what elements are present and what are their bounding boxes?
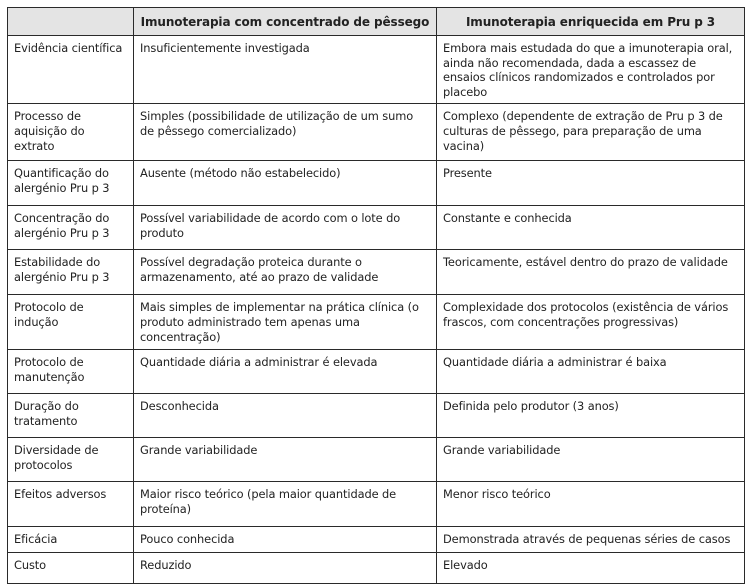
table-row [8,553,745,584]
header-row [8,8,745,36]
peach-concentrate-cell: Possível variabilidade de acordo com o lote do produto [134,206,437,250]
table-row [8,250,745,295]
peach-concentrate-cell: Pouco conhecida [134,527,437,553]
pru-p3-enriched-cell: Teoricamente, estável dentro do prazo de validade [437,250,745,295]
pru-p3-enriched-cell: Constante e conhecida [437,206,745,250]
table-row [8,206,745,250]
table-row [8,438,745,482]
criterion-cell: Processo de aquisição do extrato [8,104,134,161]
criterion-cell: Custo [8,553,134,584]
peach-concentrate-cell: Mais simples de implementar na prática clínica (o produto administrado tem apenas uma concentração) [134,295,437,350]
criterion-cell: Estabilidade do alergénio Pru p 3 [8,250,134,295]
header-peach-concentrate: Imunoterapia com concentrado de pêssego [134,8,437,36]
table-row [8,350,745,394]
pru-p3-enriched-cell: Presente [437,161,745,206]
criterion-cell: Evidência científica [8,36,134,104]
peach-concentrate-cell: Reduzido [134,553,437,584]
pru-p3-enriched-cell: Quantidade diária a administrar é baixa [437,350,745,394]
table-row [8,295,745,350]
peach-concentrate-cell: Ausente (método não estabelecido) [134,161,437,206]
pru-p3-enriched-cell: Elevado [437,553,745,584]
table-body [8,36,745,584]
peach-concentrate-cell: Insuficientemente investigada [134,36,437,104]
header-pru-p3-enriched: Imunoterapia enriquecida em Pru p 3 [437,8,745,36]
table-row [8,527,745,553]
criterion-cell: Eficácia [8,527,134,553]
criterion-cell: Concentração do alergénio Pru p 3 [8,206,134,250]
peach-concentrate-cell: Possível degradação proteica durante o armazenamento, até ao prazo de validade [134,250,437,295]
criterion-cell: Duração do tratamento [8,394,134,438]
pru-p3-enriched-cell: Embora mais estudada do que a imunoterapia oral, ainda não recomendada, dada a escassez de ensaios clínicos randomizados e controlados por placebo [437,36,745,104]
pru-p3-enriched-cell: Complexidade dos protocolos (existência de vários frascos, com concentrações progressivas) [437,295,745,350]
pru-p3-enriched-cell: Definida pelo produtor (3 anos) [437,394,745,438]
pru-p3-enriched-cell: Grande variabilidade [437,438,745,482]
pru-p3-enriched-cell: Complexo (dependente de extração de Pru p 3 de culturas de pêssego, para preparação de uma vacina) [437,104,745,161]
table-row [8,482,745,527]
criterion-cell: Quantificação do alergénio Pru p 3 [8,161,134,206]
comparison-table [7,7,745,584]
header-criterion [8,8,134,36]
table-row [8,36,745,104]
table-header [8,8,745,36]
criterion-cell: Efeitos adversos [8,482,134,527]
pru-p3-enriched-cell: Demonstrada através de pequenas séries de casos [437,527,745,553]
table-row [8,394,745,438]
criterion-cell: Protocolo de indução [8,295,134,350]
criterion-cell: Diversidade de protocolos [8,438,134,482]
peach-concentrate-cell: Quantidade diária a administrar é elevada [134,350,437,394]
table-row [8,161,745,206]
peach-concentrate-cell: Desconhecida [134,394,437,438]
criterion-cell: Protocolo de manutenção [8,350,134,394]
peach-concentrate-cell: Simples (possibilidade de utilização de um sumo de pêssego comercializado) [134,104,437,161]
peach-concentrate-cell: Maior risco teórico (pela maior quantidade de proteína) [134,482,437,527]
table-row [8,104,745,161]
peach-concentrate-cell: Grande variabilidade [134,438,437,482]
pru-p3-enriched-cell: Menor risco teórico [437,482,745,527]
